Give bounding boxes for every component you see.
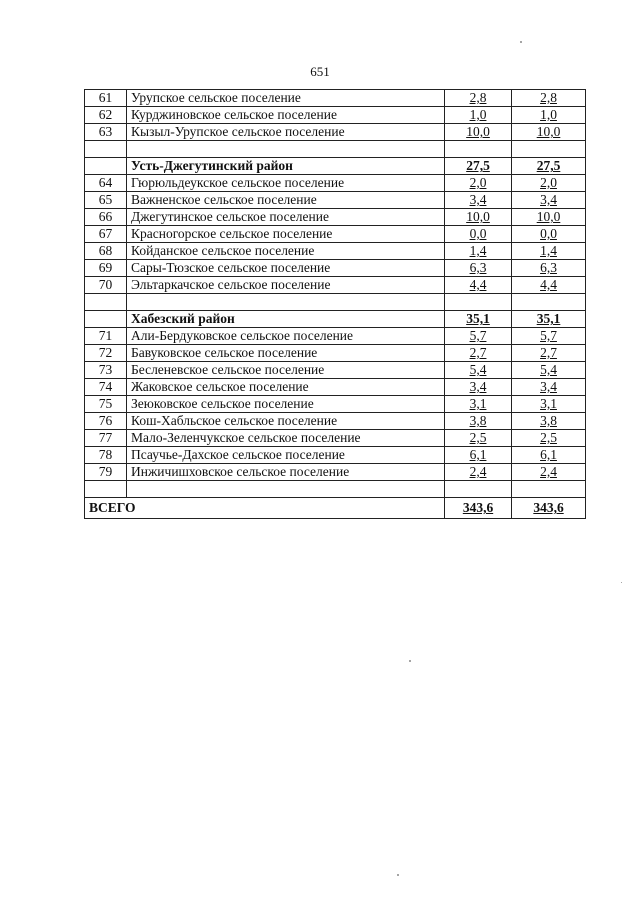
table-row — [85, 413, 586, 430]
value-col-1-text: 5,7 — [469, 328, 487, 343]
value-col-2-text: 5,7 — [540, 328, 557, 343]
row-number: 64 — [85, 175, 127, 192]
settlement-name: Курджиновское сельское поселение — [127, 107, 445, 124]
value-col-1 — [445, 430, 512, 447]
blank-cell — [127, 141, 445, 158]
settlement-name: Красногорское сельское поселение — [127, 226, 445, 243]
value-col-2 — [512, 175, 586, 192]
value-col-2-text: 6,3 — [540, 260, 557, 275]
blank-cell — [127, 294, 445, 311]
value-col-2-text: 3,8 — [540, 413, 557, 428]
settlement-name: Али-Бердуковское сельское поселение — [127, 328, 445, 345]
blank-cell — [512, 141, 586, 158]
settlement-name: Урупское сельское поселение — [127, 90, 445, 107]
district-name: Хабезский район — [127, 311, 445, 328]
value-col-1-text: 6,3 — [469, 260, 487, 275]
row-number — [85, 158, 127, 175]
value-col-1-text: 10,0 — [466, 124, 490, 139]
value-col-1 — [445, 107, 512, 124]
blank-cell — [127, 481, 445, 498]
value-col-1 — [445, 90, 512, 107]
row-number: 73 — [85, 362, 127, 379]
settlement-name: Эльтаркачское сельское поселение — [127, 277, 445, 294]
table-row — [85, 447, 586, 464]
row-number: 67 — [85, 226, 127, 243]
settlement-name: Псаучье-Дахское сельское поселение — [127, 447, 445, 464]
value-col-1-text: 6,1 — [469, 447, 487, 462]
value-col-1-text: 10,0 — [466, 209, 490, 224]
row-number: 75 — [85, 396, 127, 413]
district-total-col-1-text: 27,5 — [466, 158, 490, 173]
blank-cell — [445, 481, 512, 498]
table-row — [85, 430, 586, 447]
value-col-2-text: 3,1 — [540, 396, 557, 411]
blank-cell — [512, 294, 586, 311]
table-row — [85, 243, 586, 260]
value-col-1 — [445, 175, 512, 192]
district-row — [85, 311, 586, 328]
table-row — [85, 260, 586, 277]
table-row — [85, 192, 586, 209]
row-number: 77 — [85, 430, 127, 447]
grand-total-col-1-text: 343,6 — [462, 500, 494, 515]
grand-total-col-2 — [512, 498, 586, 519]
table-row — [85, 328, 586, 345]
value-col-1 — [445, 362, 512, 379]
settlement-name: Зеюковское сельское поселение — [127, 396, 445, 413]
table-row — [85, 362, 586, 379]
value-col-2-text: 1,4 — [540, 243, 557, 258]
district-total-col-2-text: 27,5 — [536, 158, 561, 173]
value-col-2-text: 0,0 — [540, 226, 557, 241]
district-total-col-1 — [445, 158, 512, 175]
row-number: 69 — [85, 260, 127, 277]
value-col-2 — [512, 362, 586, 379]
grand-total-row — [85, 498, 586, 519]
value-col-2 — [512, 226, 586, 243]
value-col-2-text: 4,4 — [540, 277, 557, 292]
table-row — [85, 226, 586, 243]
value-col-1 — [445, 379, 512, 396]
value-col-1-text: 5,4 — [469, 362, 487, 377]
settlement-name: Бесленевское сельское поселение — [127, 362, 445, 379]
table-row — [85, 175, 586, 192]
table-row — [85, 277, 586, 294]
value-col-2-text: 10,0 — [536, 209, 561, 224]
value-col-1 — [445, 243, 512, 260]
table-body — [85, 90, 586, 519]
value-col-2-text: 2,4 — [540, 464, 557, 479]
blank-cell — [85, 294, 127, 311]
value-col-2-text: 1,0 — [540, 107, 557, 122]
value-col-1 — [445, 447, 512, 464]
grand-total-col-2-text: 343,6 — [533, 500, 564, 515]
value-col-2-text: 2,8 — [540, 90, 557, 105]
value-col-2 — [512, 396, 586, 413]
value-col-1-text: 3,4 — [469, 192, 487, 207]
value-col-2-text: 6,1 — [540, 447, 557, 462]
row-number: 72 — [85, 345, 127, 362]
row-number: 79 — [85, 464, 127, 481]
table-row — [85, 345, 586, 362]
value-col-2-text: 2,5 — [540, 430, 557, 445]
blank-cell — [85, 141, 127, 158]
value-col-2 — [512, 90, 586, 107]
value-col-2-text: 10,0 — [536, 124, 561, 139]
table-row — [85, 90, 586, 107]
district-total-col-1-text: 35,1 — [466, 311, 490, 326]
district-total-col-2 — [512, 311, 586, 328]
row-number: 70 — [85, 277, 127, 294]
value-col-2 — [512, 328, 586, 345]
settlement-name: Жаковское сельское поселение — [127, 379, 445, 396]
district-total-col-2-text: 35,1 — [536, 311, 561, 326]
value-col-2 — [512, 345, 586, 362]
row-number: 62 — [85, 107, 127, 124]
settlement-name: Койданское сельское поселение — [127, 243, 445, 260]
value-col-1-text: 2,7 — [469, 345, 487, 360]
blank-row — [85, 481, 586, 498]
value-col-2-text: 2,7 — [540, 345, 557, 360]
scan-speck — [520, 41, 522, 43]
blank-row — [85, 141, 586, 158]
scan-speck — [397, 874, 399, 876]
value-col-1 — [445, 396, 512, 413]
value-col-1-text: 2,4 — [469, 464, 487, 479]
value-col-2 — [512, 277, 586, 294]
page-number: 651 — [310, 64, 330, 79]
value-col-1-text: 3,1 — [469, 396, 487, 411]
settlement-name: Джегутинское сельское поселение — [127, 209, 445, 226]
value-col-2-text: 3,4 — [540, 192, 557, 207]
blank-row — [85, 294, 586, 311]
value-col-1 — [445, 277, 512, 294]
settlement-name: Сары-Тюзское сельское поселение — [127, 260, 445, 277]
value-col-2 — [512, 192, 586, 209]
row-number — [85, 311, 127, 328]
value-col-1-text: 1,4 — [469, 243, 487, 258]
row-number: 66 — [85, 209, 127, 226]
value-col-1 — [445, 124, 512, 141]
value-col-2 — [512, 107, 586, 124]
value-col-1 — [445, 345, 512, 362]
row-number: 74 — [85, 379, 127, 396]
row-number: 63 — [85, 124, 127, 141]
grand-total-label: ВСЕГО — [85, 498, 445, 519]
settlement-name: Важненское сельское поселение — [127, 192, 445, 209]
blank-cell — [512, 481, 586, 498]
settlement-name: Гюрюльдеукское сельское поселение — [127, 175, 445, 192]
value-col-1 — [445, 226, 512, 243]
value-col-2 — [512, 260, 586, 277]
value-col-2-text: 3,4 — [540, 379, 557, 394]
value-col-1 — [445, 192, 512, 209]
value-col-1 — [445, 464, 512, 481]
district-total-col-2 — [512, 158, 586, 175]
grand-total-col-1 — [445, 498, 512, 519]
value-col-2 — [512, 209, 586, 226]
row-number: 61 — [85, 90, 127, 107]
table-row — [85, 107, 586, 124]
row-number: 71 — [85, 328, 127, 345]
value-col-1-text: 0,0 — [469, 226, 487, 241]
row-number: 78 — [85, 447, 127, 464]
value-col-2-text: 5,4 — [540, 362, 557, 377]
value-col-1-text: 3,4 — [469, 379, 487, 394]
settlement-name: Кош-Хабльское сельское поселение — [127, 413, 445, 430]
value-col-2 — [512, 379, 586, 396]
value-col-2 — [512, 124, 586, 141]
row-number: 76 — [85, 413, 127, 430]
table-row — [85, 209, 586, 226]
table-row — [85, 396, 586, 413]
allocation-table — [84, 89, 586, 519]
value-col-2 — [512, 430, 586, 447]
value-col-1-text: 1,0 — [469, 107, 487, 122]
table-row — [85, 124, 586, 141]
settlement-name: Инжичишховское сельское поселение — [127, 464, 445, 481]
blank-cell — [445, 294, 512, 311]
district-name: Усть-Джегутинский район — [127, 158, 445, 175]
value-col-2 — [512, 413, 586, 430]
value-col-1-text: 3,8 — [469, 413, 487, 428]
value-col-1-text: 2,8 — [469, 90, 487, 105]
scan-speck — [409, 660, 411, 662]
district-total-col-1 — [445, 311, 512, 328]
value-col-2 — [512, 243, 586, 260]
value-col-2 — [512, 464, 586, 481]
value-col-1 — [445, 413, 512, 430]
settlement-name: Мало-Зеленчукское сельское поселение — [127, 430, 445, 447]
value-col-1 — [445, 260, 512, 277]
blank-cell — [85, 481, 127, 498]
table-row — [85, 464, 586, 481]
value-col-2 — [512, 447, 586, 464]
value-col-1-text: 4,4 — [469, 277, 487, 292]
scan-speck — [621, 582, 622, 583]
settlement-name: Бавуковское сельское поселение — [127, 345, 445, 362]
value-col-1 — [445, 209, 512, 226]
value-col-1-text: 2,5 — [469, 430, 487, 445]
row-number: 68 — [85, 243, 127, 260]
value-col-2-text: 2,0 — [540, 175, 557, 190]
value-col-1 — [445, 328, 512, 345]
blank-cell — [445, 141, 512, 158]
value-col-1-text: 2,0 — [469, 175, 487, 190]
district-row — [85, 158, 586, 175]
table-row — [85, 379, 586, 396]
settlement-name: Кызыл-Урупское сельское поселение — [127, 124, 445, 141]
row-number: 65 — [85, 192, 127, 209]
